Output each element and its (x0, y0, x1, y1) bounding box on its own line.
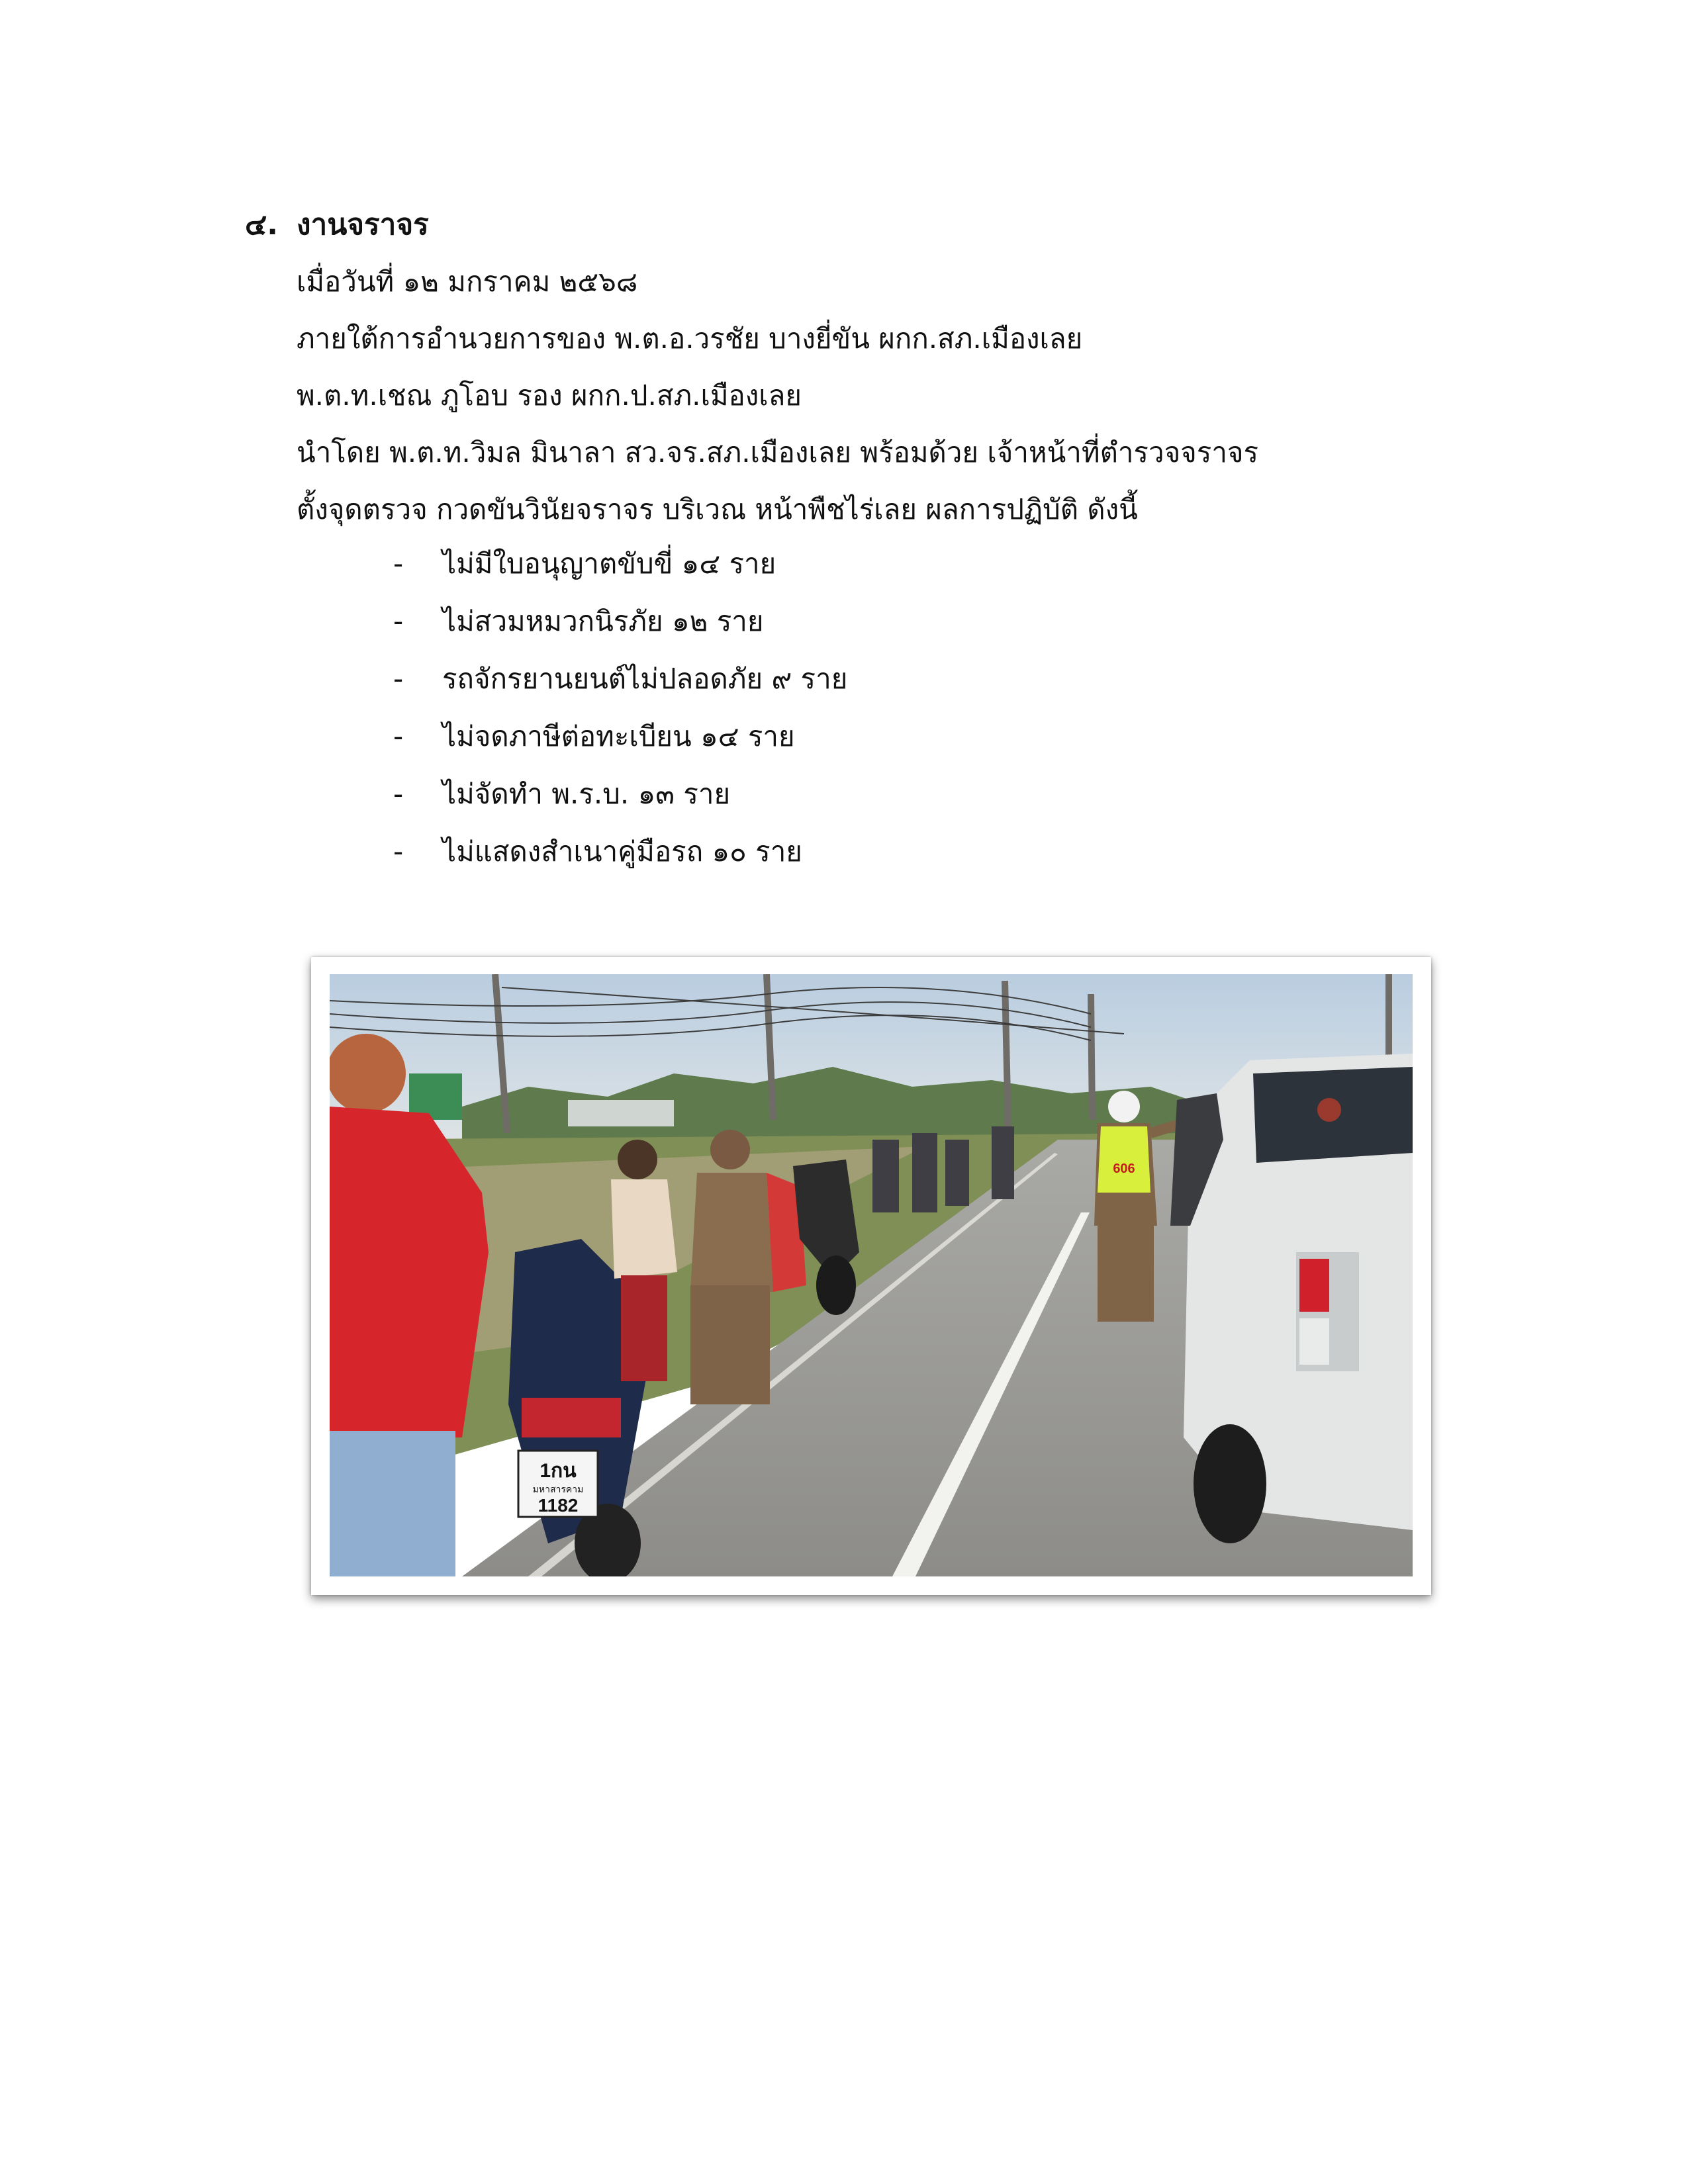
bullet-dash: - (393, 720, 404, 752)
result-no-insurance: ไม่จัดทำ พ.ร.บ. ๑๓ ราย (442, 778, 731, 810)
list-item (393, 543, 847, 600)
paragraph-line-deputy: พ.ต.ท.เชณ ภูโอบ รอง ผกก.ป.สภ.เมืองเลย (297, 379, 802, 412)
section-heading (245, 204, 429, 246)
paragraph-line-checkpoint: ตั้งจุดตรวจ กวดขันวินัยจราจร บริเวณ หน้าพืชไร่เลย ผลการปฏิบัติ ดังนี้ (297, 493, 1138, 525)
plate-line-2: มหาสารคาม (532, 1484, 584, 1494)
list-item (393, 773, 847, 831)
bullet-dash: - (393, 605, 404, 637)
list-item (393, 658, 847, 715)
list-item (393, 715, 847, 773)
paragraph-line-supervisor: ภายใต้การอำนวยการของ พ.ต.อ.วรชัย บางยี่ขัน ผกก.สภ.เมืองเลย (297, 322, 1083, 355)
result-no-license: ไม่มีใบอนุญาตขับขี่ ๑๔ ราย (442, 547, 776, 580)
result-unsafe-motorcycle: รถจักรยานยนต์ไม่ปลอดภัย ๙ ราย (442, 662, 848, 695)
results-list (393, 543, 847, 888)
section-title: งานจราจร (297, 208, 429, 242)
result-no-tax-registration: ไม่จดภาษีต่อทะเบียน ๑๔ ราย (442, 720, 795, 752)
section-number: ๔. (245, 208, 279, 242)
result-no-helmet: ไม่สวมหมวกนิรภัย ๑๒ ราย (442, 605, 764, 637)
checkpoint-photo-frame (311, 957, 1431, 1595)
roadside-sign (568, 1100, 674, 1126)
paragraph-line-date: เมื่อวันที่ ๑๒ มกราคม ๒๕๖๘ (297, 265, 638, 298)
bullet-dash: - (393, 547, 404, 580)
list-item (393, 831, 847, 888)
vest-number: 606 (1113, 1161, 1135, 1176)
checkpoint-photo (330, 974, 1413, 1576)
reflective-vest (1098, 1126, 1150, 1193)
bullet-dash: - (393, 778, 404, 810)
paragraph-line-leader: นำโดย พ.ต.ท.วิมล มินาลา สว.จร.สภ.เมืองเลย พร้อมด้วย เจ้าหน้าที่ตำรวจจราจร (297, 436, 1259, 469)
plate-line-1: 1กน (539, 1460, 577, 1482)
result-no-registration-copy: ไม่แสดงสำเนาคู่มือรถ ๑๐ ราย (442, 835, 802, 868)
plate-line-3: 1182 (538, 1495, 579, 1516)
bullet-dash: - (393, 662, 404, 695)
list-item (393, 600, 847, 658)
bullet-dash: - (393, 835, 404, 868)
